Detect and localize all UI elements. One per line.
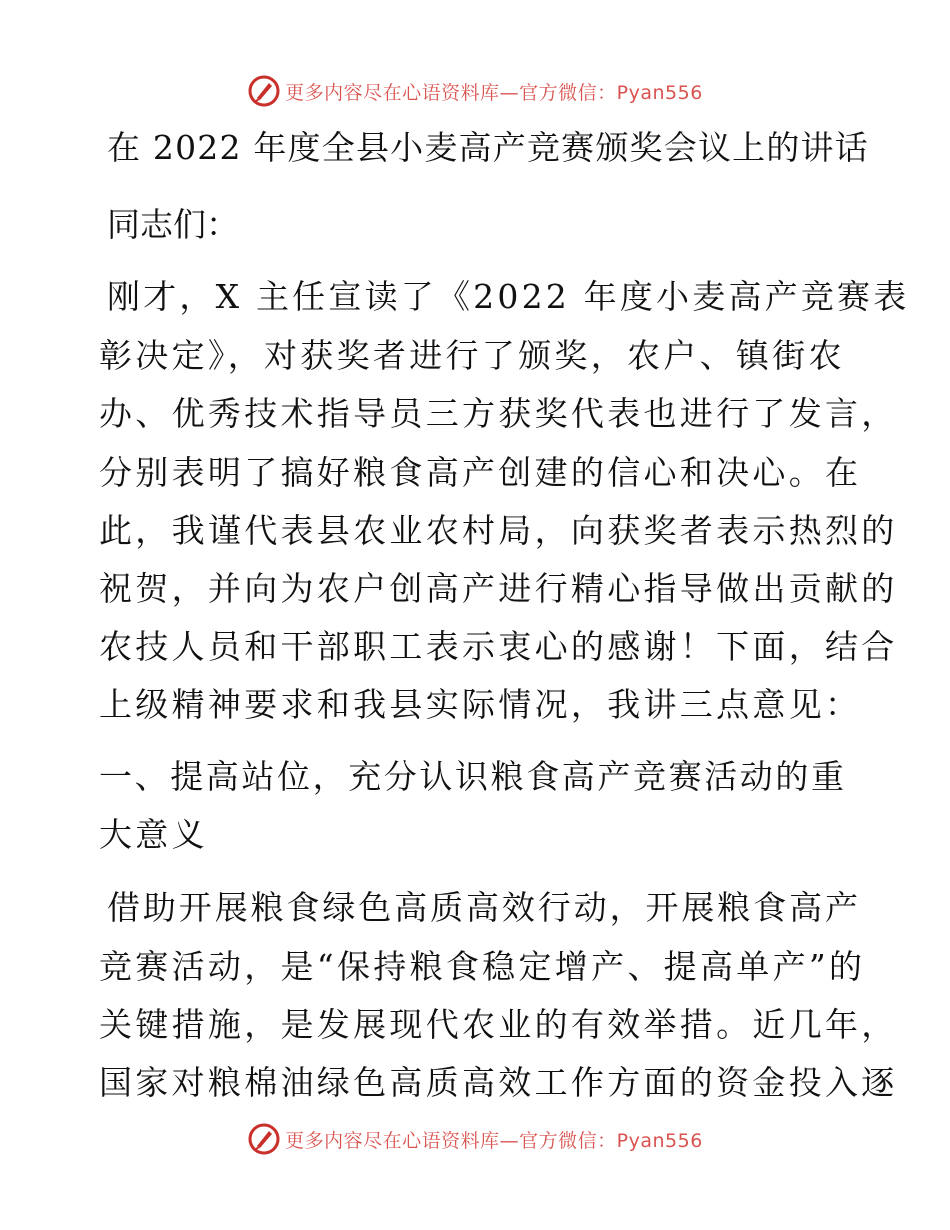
- paragraph-line: 彰决定》，对获奖者进行了颁奖，农户、镇街农: [99, 336, 845, 375]
- section-heading: 大意义: [99, 815, 208, 854]
- paragraph-line: 此，我谨代表县农业农村局，向获奖者表示热烈的: [99, 511, 898, 550]
- salutation: 同志们：: [107, 205, 239, 244]
- quill-logo-icon: [247, 1122, 281, 1156]
- paragraph-line: 分别表明了搞好粮食高产创建的信心和决心。在: [99, 453, 862, 492]
- paragraph-line: 办、优秀技术指导员三方获奖代表也进行了发言，: [99, 394, 898, 433]
- paragraph-line: 国家对粮棉油绿色高质高效工作方面的资金投入逐: [99, 1063, 898, 1102]
- paragraph-line: 竞赛活动，是“保持粮食稳定增产、提高单产”的: [99, 947, 866, 986]
- paragraph-line: 农技人员和干部职工表示衷心的感谢！下面，结合: [99, 627, 898, 666]
- watermark-text: 更多内容尽在心语资料库—官方微信：Pyan556: [285, 1129, 703, 1152]
- paragraph-line: 祝贺，并向为农户创高产进行精心指导做出贡献的: [99, 569, 898, 608]
- paragraph-line: 关键措施，是发展现代农业的有效举措。近几年，: [99, 1005, 898, 1044]
- document-title: 在 2022 年度全县小麦高产竞赛颁奖会议上的讲话: [107, 128, 869, 167]
- quill-logo-icon: [247, 74, 281, 108]
- paragraph-line: 上级精神要求和我县实际情况，我讲三点意见：: [99, 685, 862, 724]
- paragraph-line: 借助开展粮食绿色高质高效行动，开展粮食高产: [107, 888, 861, 927]
- watermark-text: 更多内容尽在心语资料库—官方微信：Pyan556: [285, 81, 703, 104]
- paragraph-line: 刚才，X 主任宣读了《2022 年度小麦高产竞赛表: [107, 277, 910, 316]
- section-heading: 一、提高站位，充分认识粮食高产竞赛活动的重: [99, 757, 847, 796]
- header-watermark: [0, 71, 950, 111]
- footer-watermark: [0, 1119, 950, 1159]
